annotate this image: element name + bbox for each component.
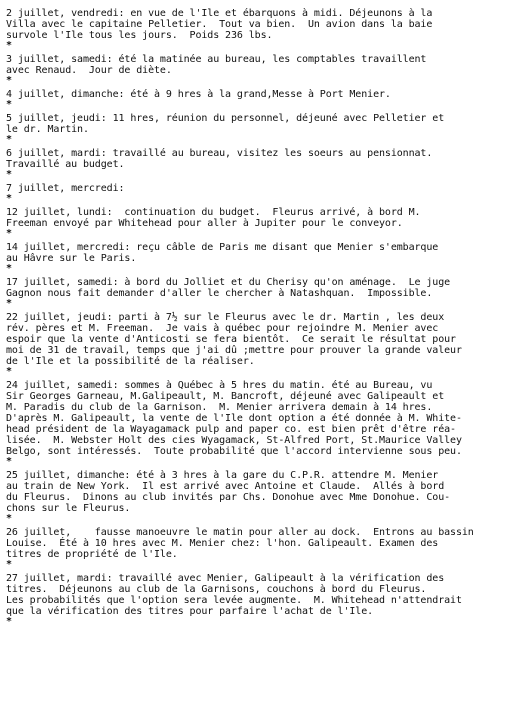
entry-line: Les probabilités que l'option sera levée augmente. M. Whitehead n'attendrait bbox=[6, 595, 462, 606]
entry-line: 3 juillet, samedi: été la matinée au bureau, les comptables travaillent bbox=[6, 54, 427, 65]
entry-separator: * bbox=[6, 193, 13, 204]
diary-entry bbox=[6, 470, 515, 523]
entry-line: M. Paradis du club de la Garnison. M. Menier arrivera demain à 14 hres. bbox=[6, 402, 433, 413]
diary-entry bbox=[6, 573, 515, 626]
entry-line: titres de propriété de l'Ile. bbox=[6, 549, 178, 560]
entry-line: de l'Ile et la possibilité de la réaliser. bbox=[6, 356, 255, 367]
entry-line: 7 juillet, mercredi: bbox=[6, 183, 125, 194]
entry-line: Travaillé au budget. bbox=[6, 159, 125, 170]
entry-line: D'après M. Galipeault, la vente de l'Ile dont option a été donnée à M. White- bbox=[6, 413, 462, 424]
entry-separator: * bbox=[6, 228, 13, 239]
entry-separator: * bbox=[6, 263, 13, 274]
diary-entry bbox=[6, 312, 515, 376]
entry-line: 12 juillet, lundi: continuation du budget. Fleurus arrivé, à bord M. bbox=[6, 207, 421, 218]
entry-line: 14 juillet, mercredi: reçu câble de Paris me disant que Menier s'embarque bbox=[6, 242, 439, 253]
entry-line: lisée. M. Webster Holt des cies Wyagamack, St-Alfred Port, St.Maurice Valley bbox=[6, 435, 462, 446]
entry-line: Villa avec le capitaine Pelletier. Tout va bien. Un avion dans la baie bbox=[6, 19, 433, 30]
entry-separator: * bbox=[6, 99, 13, 110]
entry-line: 5 juillet, jeudi: 11 hres, réunion du personnel, déjeuné avec Pelletier et bbox=[6, 113, 445, 124]
diary-entry bbox=[6, 89, 515, 109]
entry-line: 24 juillet, samedi: sommes à Québec à 5 hres du matin. été au Bureau, vu bbox=[6, 380, 433, 391]
entry-separator: * bbox=[6, 559, 13, 570]
diary-entry bbox=[6, 183, 515, 203]
entry-line: au Hâvre sur le Paris. bbox=[6, 253, 137, 264]
entry-line: 17 juillet, samedi: à bord du Jolliet et du Cherisy qu'on aménage. Le juge bbox=[6, 277, 451, 288]
entry-line: avec Renaud. Jour de diète. bbox=[6, 65, 172, 76]
entry-separator: * bbox=[6, 298, 13, 309]
entry-separator: * bbox=[6, 513, 13, 524]
diary-entry bbox=[6, 8, 515, 50]
entry-line: chons sur le Fleurus. bbox=[6, 503, 131, 514]
entry-line: au train de New York. Il est arrivé avec Antoine et Claude. Allés à bord bbox=[6, 481, 445, 492]
diary-entry bbox=[6, 148, 515, 179]
entry-line: Freeman envoyé par Whitehead pour aller à Jupiter pour le conveyor. bbox=[6, 218, 403, 229]
entry-line: espoir que la vente d'Anticosti se fera bientôt. Ce serait le résultat pour bbox=[6, 334, 456, 345]
entry-line: survole l'Ile tous les jours. Poids 236 lbs. bbox=[6, 30, 273, 41]
entry-line: Sir Georges Garneau, M.Galipeault, M. Bancroft, déjeuné avec Galipeault et bbox=[6, 391, 445, 402]
entry-line: 25 juillet, dimanche: été à 3 hres à la gare du C.P.R. attendre M. Menier bbox=[6, 470, 439, 481]
diary-entry bbox=[6, 277, 515, 308]
entry-line: 26 juillet, fausse manoeuvre le matin pour aller au dock. Entrons au bassin bbox=[6, 527, 474, 538]
entry-line: 22 juillet, jeudi: parti à 7½ sur le Fleurus avec le dr. Martin , les deux bbox=[6, 312, 445, 323]
entry-separator: * bbox=[6, 40, 13, 51]
entry-line: head président de la Wayagamack pulp and paper co. est bien prêt d'être réa- bbox=[6, 424, 456, 435]
entry-line: moi de 31 de travail, temps que j'ai dû ;mettre pour prouver la grande valeur bbox=[6, 345, 462, 356]
entry-separator: * bbox=[6, 169, 13, 180]
entry-separator: * bbox=[6, 456, 13, 467]
entry-line: 6 juillet, mardi: travaillé au bureau, visitez les soeurs au pensionnat. bbox=[6, 148, 433, 159]
entry-line: du Fleurus. Dinons au club invités par Chs. Donohue avec Mme Donohue. Cou- bbox=[6, 492, 451, 503]
diary-entry bbox=[6, 380, 515, 466]
entry-line: 2 juillet, vendredi: en vue de l'Ile et ébarquons à midi. Déjeunons à la bbox=[6, 8, 433, 19]
entry-line: que la vérification des titres pour parfaire l'achat de l'Ile. bbox=[6, 606, 374, 617]
entry-line: titres. Déjeunons au club de la Garnisons, couchons à bord du Fleurus. bbox=[6, 584, 427, 595]
entry-separator: * bbox=[6, 75, 13, 86]
entry-separator: * bbox=[6, 366, 13, 377]
diary-entry bbox=[6, 207, 515, 238]
diary-entry bbox=[6, 527, 515, 569]
entry-separator: * bbox=[6, 134, 13, 145]
entry-line: 4 juillet, dimanche: été à 9 hres à la grand,Messe à Port Menier. bbox=[6, 89, 391, 100]
entry-line: rév. pères et M. Freeman. Je vais à québec pour rejoindre M. Menier avec bbox=[6, 323, 439, 334]
entry-line: le dr. Martin. bbox=[6, 124, 89, 135]
entry-line: Gagnon nous fait demander d'aller le chercher à Natashquan. Impossible. bbox=[6, 288, 433, 299]
entry-line: Louise. Été à 10 hres avec M. Menier chez: l'hon. Galipeault. Examen des bbox=[6, 538, 439, 549]
entry-separator: * bbox=[6, 616, 13, 627]
diary-entry bbox=[6, 54, 515, 85]
entry-line: Belgo, sont intéressés. Toute probabilité que l'accord intervienne sous peu. bbox=[6, 446, 462, 457]
entry-line: 27 juillet, mardi: travaillé avec Menier, Galipeault à la vérification des bbox=[6, 573, 445, 584]
diary-entry bbox=[6, 113, 515, 144]
diary-entry bbox=[6, 242, 515, 273]
